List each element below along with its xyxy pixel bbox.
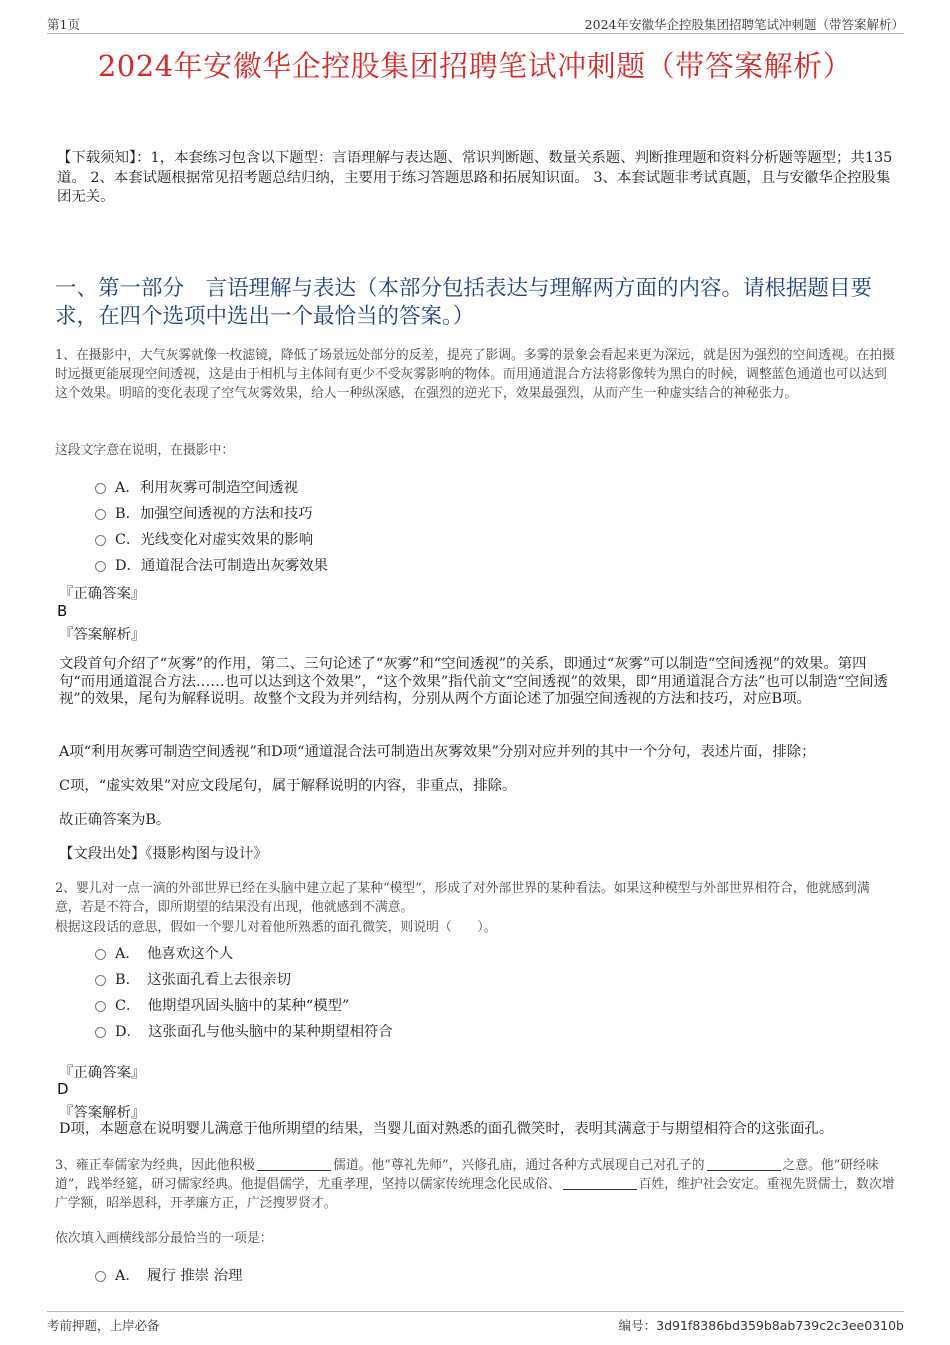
q3-stem: 3、雍正奉儒家为经典，因此他积极 儒道。他“尊礼先师”，兴修孔庙，通过各种方式展现自己对孔子的 之意。他“研经味道”，践举经筵，研习儒家经典。他提倡儒学，尤重孝理，坚持以儒家传统理念化民成俗、 百姓，维护社会安定。重视先贤儒士，数次增广学额，昭举恩科，开孝廉方正，广泛搜罗贤才。 bbox=[55, 1158, 895, 1212]
q1-analysis-2: A项“利用灰雾可制造空间透视”和D项“通道混合法可制造出灰雾效果”分别对应并列的其中一个分句，表述片面，排除； bbox=[59, 744, 816, 760]
footer-slogan: 考前押题，上岸必备 bbox=[47, 1318, 160, 1333]
q1-option-d[interactable]: D．通道混合法可制造出灰雾效果 bbox=[95, 552, 795, 578]
radio-icon[interactable] bbox=[95, 483, 106, 494]
q2-analysis: D项，本题意在说明婴儿满意于他所期望的结果，当婴儿面对熟悉的面孔微笑时，表明其满意于与期望相符合的这张面孔。 bbox=[59, 1121, 834, 1137]
q1-stem: 1、在摄影中，大气灰雾就像一枚滤镜，降低了场景远处部分的反差，提亮了影调。多雾的景象会看起来更为深远，就是因为强烈的空间透视。在拍摄时远摄更能展现空间透视，这是由于相机与主体间有更少不受灰雾影响的物体。而用通道混合方法将影像转为黑白的时候，调整蓝色通道也可以达到这个效果。明暗的变化表现了空气灰雾效果，给人一种纵深感，在强烈的逆光下，效果最强烈，从而产生一种虚实结合的神秘张力。 bbox=[55, 348, 895, 402]
download-notice: 【下载须知】：1，本套练习包含以下题型：言语理解与表达题、常识判断题、数量关系题、判断推理题和资料分析题等题型；共135道。 2、本套试题根据常见招考题总结归纳，主要用于练习答题思路和拓展知识面。 3、本套试题非考试真题，且与安徽华企控股集团无关。 bbox=[57, 150, 893, 205]
q2-option-a[interactable]: A． 他喜欢这个人 bbox=[95, 940, 795, 966]
q1-option-a[interactable]: A．利用灰雾可制造空间透视 bbox=[95, 474, 795, 500]
section-heading: 一、第一部分 言语理解与表达（本部分包括表达与理解两方面的内容。请根据题目要求，在四个选项中选出一个最恰当的答案。） bbox=[55, 276, 873, 329]
q1-options bbox=[95, 474, 795, 578]
q1-option-c[interactable]: C．光线变化对虚实效果的影响 bbox=[95, 526, 795, 552]
q2-analysis-label: 『答案解析』 bbox=[59, 1105, 146, 1121]
fill-blank-3[interactable] bbox=[563, 1177, 637, 1190]
q2-option-d[interactable]: D． 这张面孔与他头脑中的某种期望相符合 bbox=[95, 1018, 795, 1044]
radio-icon[interactable] bbox=[95, 1001, 106, 1012]
q2-options bbox=[95, 940, 795, 1044]
q1-analysis-label: 『答案解析』 bbox=[59, 627, 146, 643]
page-header bbox=[47, 12, 904, 34]
q1-answer-label: 『正确答案』 bbox=[59, 586, 146, 602]
page-footer bbox=[47, 1311, 904, 1333]
page-number: 第1页 bbox=[47, 17, 80, 32]
fill-blank-1[interactable] bbox=[257, 1158, 331, 1171]
q1-source: 【文段出处】《摄影构图与设计》 bbox=[59, 846, 268, 862]
q1-option-b[interactable]: B．加强空间透视的方法和技巧 bbox=[95, 500, 795, 526]
radio-icon[interactable] bbox=[95, 1027, 106, 1038]
q2-option-b[interactable]: B． 这张面孔看上去很亲切 bbox=[95, 966, 795, 992]
q2-option-c[interactable]: C． 他期望巩固头脑中的某种“模型” bbox=[95, 992, 795, 1018]
radio-icon[interactable] bbox=[95, 1271, 106, 1282]
footer-code: 编号：3d91f8386bd359b8ab739c2c3ee0310b bbox=[618, 1318, 904, 1333]
q2-answer: D bbox=[57, 1080, 69, 1098]
q2-answer-label: 『正确答案』 bbox=[59, 1065, 146, 1081]
radio-icon[interactable] bbox=[95, 509, 106, 520]
radio-icon[interactable] bbox=[95, 949, 106, 960]
q1-question: 这段文字意在说明，在摄影中： bbox=[55, 443, 235, 458]
q2-question: 根据这段话的意思，假如一个婴儿对着他所熟悉的面孔微笑，则说明（ ）。 bbox=[55, 920, 497, 935]
radio-icon[interactable] bbox=[95, 535, 106, 546]
q2-stem: 2、婴儿对一点一滴的外部世界已经在头脑中建立起了某种“模型”，形成了对外部世界的某种看法。如果这种模型与外部世界相符合，他就感到满意，若是不符合，即所期望的结果没有出现，他就感到不满意。 bbox=[55, 881, 870, 916]
q1-analysis-1: 文段首句介绍了“灰雾”的作用，第二、三句论述了“灰雾”和“空间透视”的关系，即通过“灰雾”可以制造“空间透视”的效果。第四句“而用通道混合方法……也可以达到这个效果”，“这个效果”指代前文“空间透视”的效果，即“用通道混合方法”也可以制造“空间透视”的效果，尾句为解释说明。故整个文段为并列结构，分别从两个方面论述了加强空间透视的方法和技巧，对应B项。 bbox=[59, 656, 888, 707]
q3-option-a[interactable]: A． 履行 推崇 治理 bbox=[95, 1262, 795, 1288]
document-title: 2024年安徽华企控股集团招聘笔试冲刺题（带答案解析） bbox=[97, 49, 853, 83]
q1-analysis-3: C项，“虚实效果”对应文段尾句，属于解释说明的内容，非重点，排除。 bbox=[59, 778, 517, 794]
fill-blank-2[interactable] bbox=[707, 1158, 781, 1171]
q1-analysis-4: 故正确答案为B。 bbox=[59, 812, 171, 828]
radio-icon[interactable] bbox=[95, 975, 106, 986]
radio-icon[interactable] bbox=[95, 561, 106, 572]
header-doc-title: 2024年安徽华企控股集团招聘笔试冲刺题（带答案解析） bbox=[584, 17, 904, 32]
q1-answer: B bbox=[57, 602, 68, 620]
q3-options bbox=[95, 1262, 795, 1288]
q3-question: 依次填入画横线部分最恰当的一项是： bbox=[55, 1231, 273, 1246]
